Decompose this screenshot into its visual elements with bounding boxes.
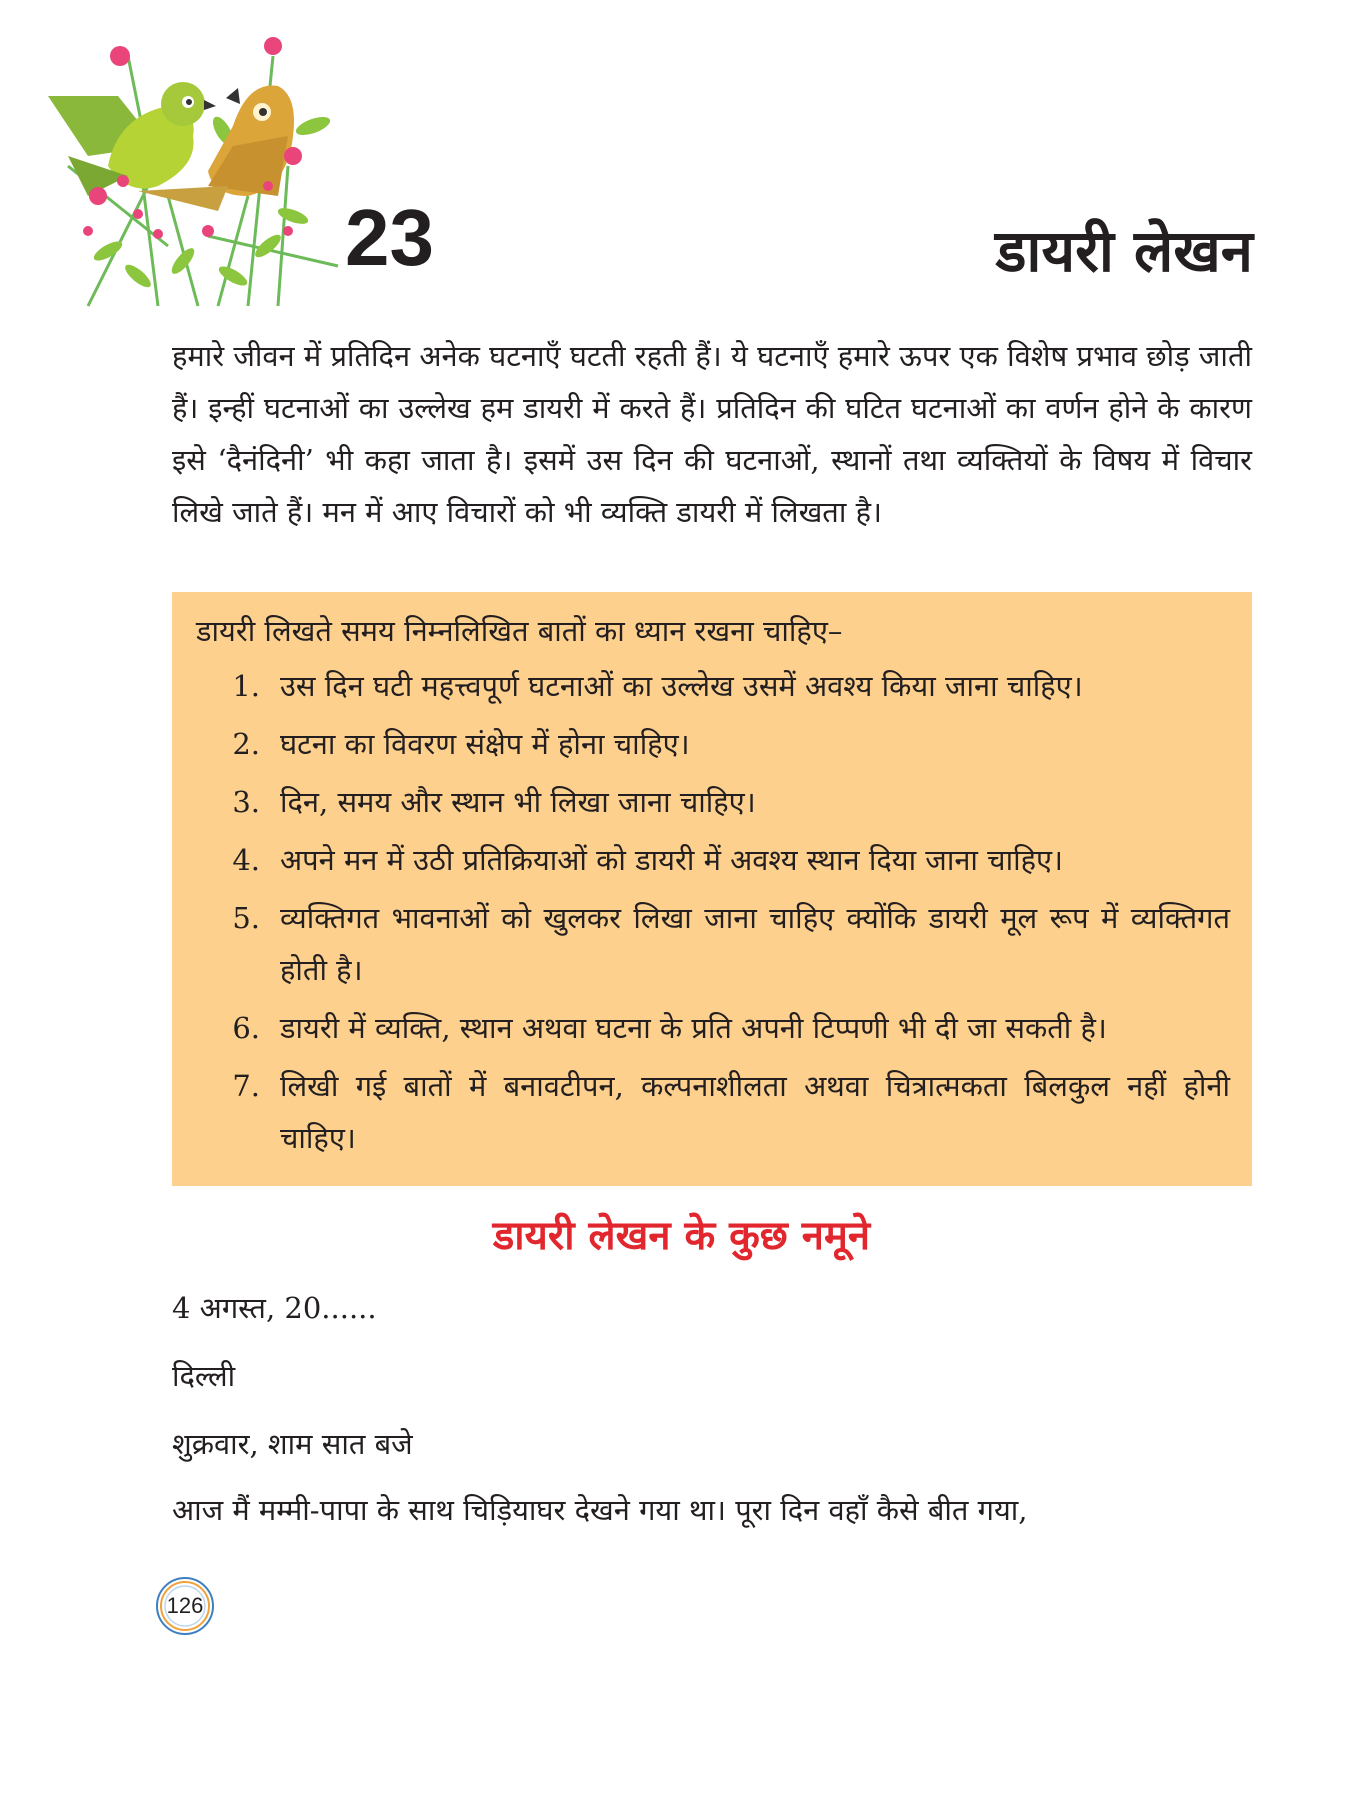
list-item-number: 7.	[232, 1069, 260, 1103]
list-item-text: घटना का विवरण संक्षेप में होना चाहिए।	[280, 727, 690, 761]
list-item	[196, 1060, 1230, 1164]
list-item	[196, 1002, 1230, 1054]
list-item-text: लिखी गई बातों में बनावटीपन, कल्पनाशीलता अथवा चित्रात्मकता बिलकुल नहीं होनी चाहिए।	[280, 1069, 1230, 1155]
list-item-number: 2.	[232, 727, 260, 761]
list-item-number: 3.	[232, 785, 260, 819]
sample-place: दिल्ली	[172, 1359, 236, 1393]
chapter-title: डायरी लेखन	[995, 217, 1253, 285]
samples-heading: डायरी लेखन के कुछ नमूने	[492, 1213, 871, 1259]
list-item-text: उस दिन घटी महत्त्वपूर्ण घटनाओं का उल्लेख उसमें अवश्य किया जाना चाहिए।	[280, 669, 1083, 703]
list-item-text: अपने मन में उठी प्रतिक्रियाओं को डायरी में अवश्य स्थान दिया जाना चाहिए।	[280, 843, 1064, 877]
list-item-number: 1.	[232, 669, 260, 703]
list-item-number: 6.	[232, 1011, 260, 1045]
list-item	[196, 660, 1230, 712]
sample-body: आज मैं मम्मी-पापा के साथ चिड़ियाघर देखने गया था। पूरा दिन वहाँ कैसे बीत गया,	[172, 1493, 1028, 1527]
list-item-number: 5.	[232, 901, 260, 935]
list-item-text: डायरी में व्यक्ति, स्थान अथवा घटना के प्रति अपनी टिप्पणी भी दी जा सकती है।	[280, 1011, 1107, 1045]
tips-box	[172, 592, 1252, 1186]
birds-illustration	[48, 36, 348, 316]
page-number: 126	[166, 1593, 204, 1618]
tips-intro: डायरी लिखते समय निम्नलिखित बातों का ध्यान रखना चाहिए–	[196, 614, 843, 648]
list-item	[196, 776, 1230, 828]
chapter-number: 23	[345, 193, 434, 282]
list-item	[196, 892, 1230, 996]
list-item-text: दिन, समय और स्थान भी लिखा जाना चाहिए।	[280, 785, 756, 819]
list-item-number: 4.	[232, 843, 260, 877]
intro-paragraph: हमारे जीवन में प्रतिदिन अनेक घटनाएँ घटती रहती हैं। ये घटनाएँ हमारे ऊपर एक विशेष प्रभाव छोड़ जाती हैं। इन्हीं घटनाओं का उल्लेख हम डायरी में करते हैं। प्रतिदिन की घटित घटनाओं का वर्णन होने के कारण इसे ‘दैनंदिनी’ भी कहा जाता है। इसमें उस दिन की घटनाओं, स्थानों तथा व्यक्तियों के विषय में विचार लिखे जाते हैं। मन में आए विचारों को भी व्यक्ति डायरी में लिखता है।	[172, 339, 1252, 529]
list-item-text: व्यक्तिगत भावनाओं को खुलकर लिखा जाना चाहिए क्योंकि डायरी मूल रूप में व्यक्तिगत होती है।	[280, 901, 1230, 987]
sample-day-time: शुक्रवार, शाम सात बजे	[172, 1427, 413, 1461]
list-item	[196, 834, 1230, 886]
page-number-badge	[154, 1575, 216, 1637]
sample-date: 4 अगस्त, 20......	[172, 1291, 377, 1325]
list-item	[196, 718, 1230, 770]
tips-list	[196, 660, 1230, 1164]
